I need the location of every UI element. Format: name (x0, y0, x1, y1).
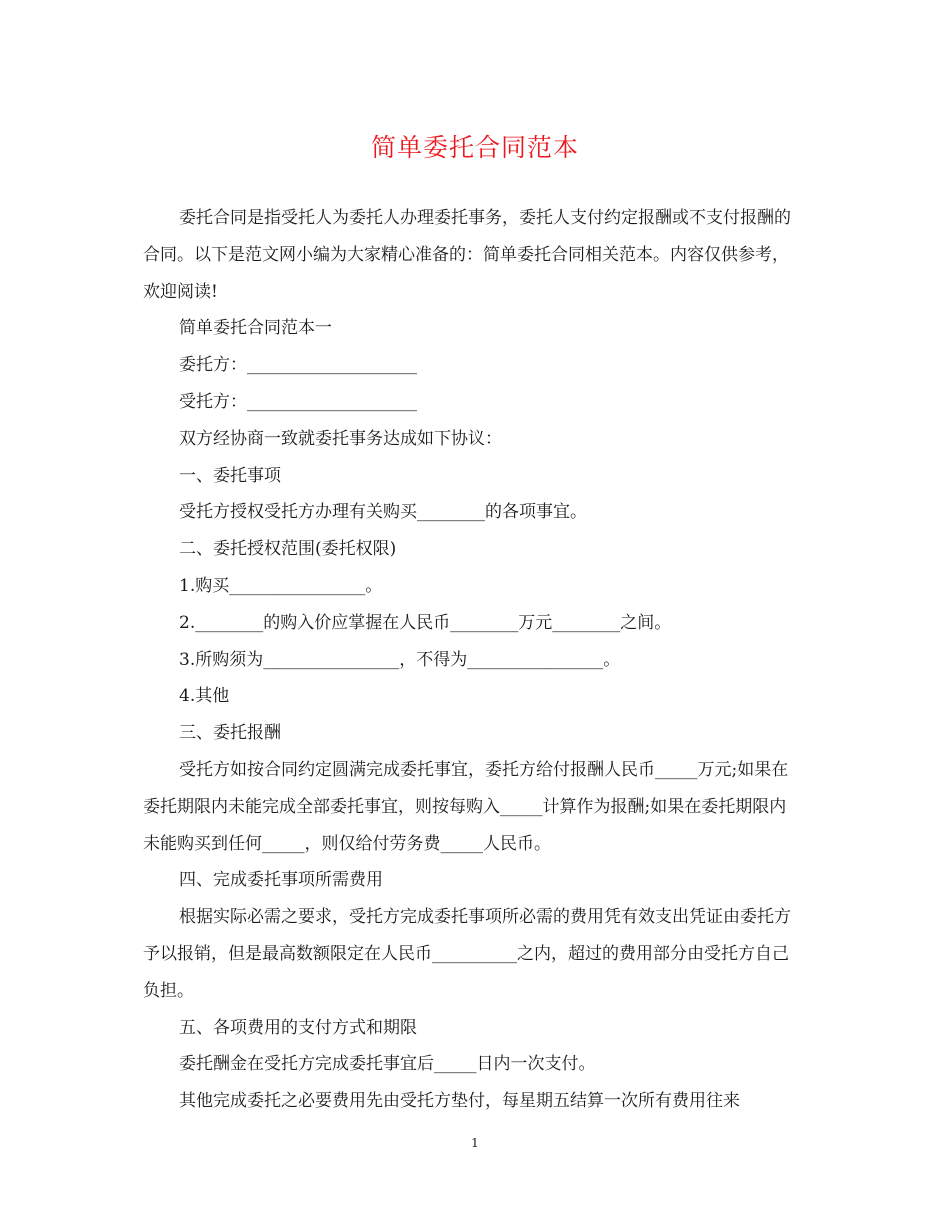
paragraph-clause-4-body: 根据实际必需之要求，受托方完成委托事项所必需的费用凭有效支出凭证由委托方予以报销，但是最高数额限定在人民币__________之内，超过的费用部分由受托方自己负担。 (143, 907, 791, 1001)
paragraph-clause-1-heading: 一、委托事项 (179, 465, 281, 486)
document-body (143, 200, 803, 1120)
paragraph-clause-2-item-2: 2.________的购入价应掌握在人民币________万元________之间。 (179, 612, 672, 633)
paragraph-clause-3-heading: 三、委托报酬 (179, 723, 281, 744)
paragraph-clause-2-item-3: 3.所购须为________________，不得为________________。 (179, 649, 621, 670)
paragraph-clause-2-item-4: 4.其他 (179, 686, 230, 707)
paragraph-section-heading: 简单委托合同范本一 (179, 318, 332, 339)
document-title: 简单委托合同范本 (370, 133, 579, 162)
paragraph-clause-1-body: 受托方授权受托方办理有关购买________的各项事宜。 (179, 502, 587, 523)
paragraph-agreement-intro: 双方经协商一致就委托事务达成如下协议： (179, 428, 502, 449)
paragraph-clause-3-body: 受托方如按合同约定圆满完成委托事宜，委托方给付报酬人民币_____万元;如果在委托期限内未能完成全部委托事宜，则按每购入_____计算作为报酬;如果在委托期限内未能购买到任何_____，则仅给付劳务费_____人民币。 (143, 759, 789, 854)
paragraph-clause-5-body-2: 其他完成委托之必要费用先由受托方垫付，每星期五结算一次所有费用往来 (179, 1091, 740, 1112)
paragraph-clause-2-heading: 二、委托授权范围(委托权限) (179, 539, 397, 560)
paragraph-intro: 委托合同是指受托人为委托人办理委托事务，委托人支付约定报酬或不支付报酬的合同。以下是范文网小编为大家精心准备的：简单委托合同相关范本。内容仅供参考，欢迎阅读! (143, 208, 791, 302)
paragraph-clause-5-heading: 五、各项费用的支付方式和期限 (179, 1017, 417, 1038)
paragraph-clause-4-heading: 四、完成委托事项所需费用 (179, 870, 383, 891)
page-number: 1 (471, 1136, 479, 1150)
paragraph-clause-5-body-1: 委托酬金在受托方完成委托事宜后_____日内一次支付。 (179, 1054, 596, 1075)
paragraph-principal-field: 委托方：____________________ (179, 355, 417, 376)
paragraph-clause-2-item-1: 1.购买________________。 (179, 575, 383, 596)
paragraph-agent-field: 受托方：____________________ (179, 391, 417, 412)
